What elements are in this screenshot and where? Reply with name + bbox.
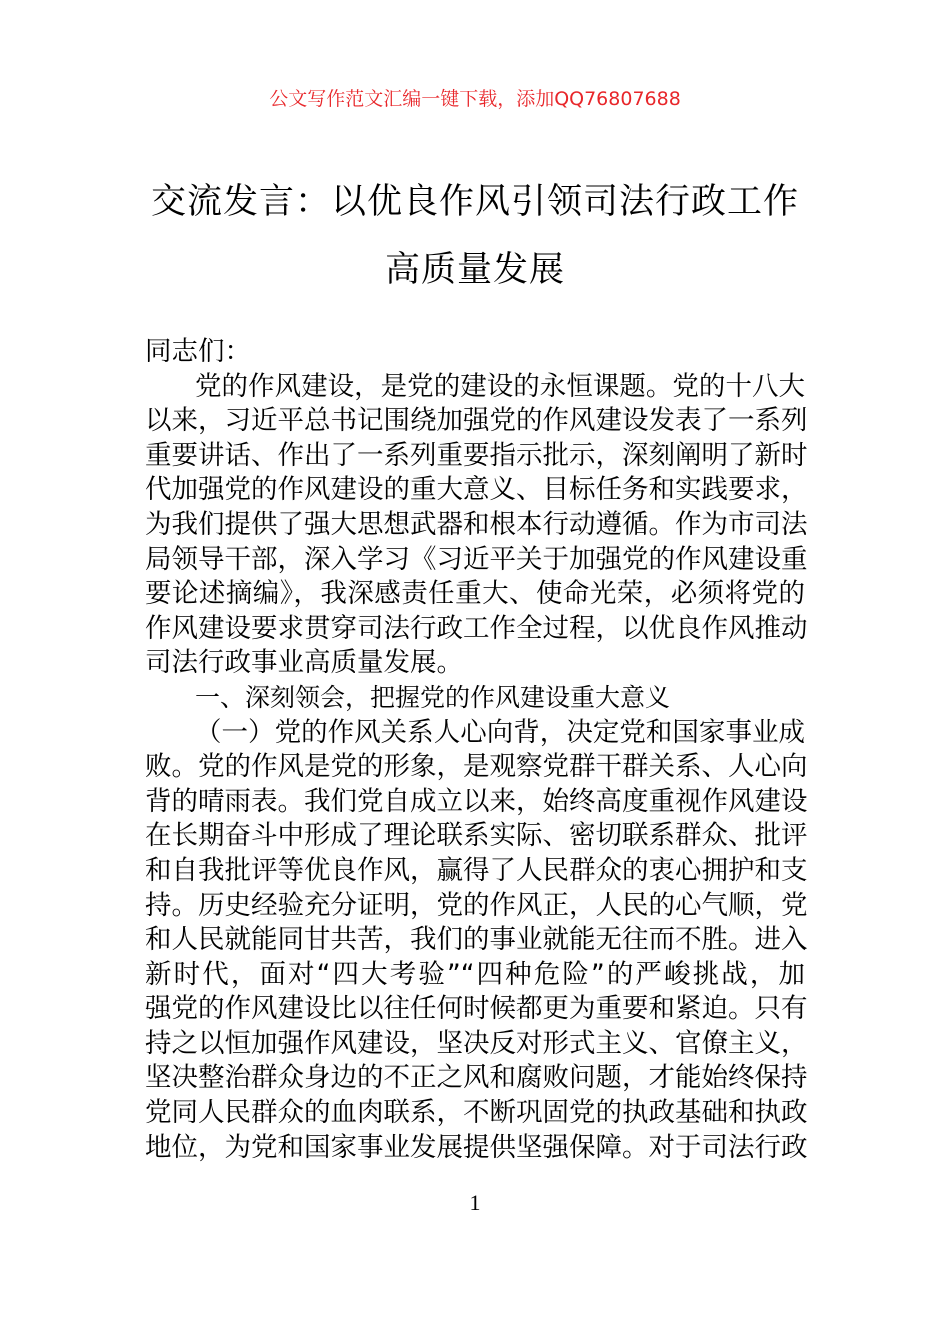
text-line: 新时代，面对“四大考验”“四种危险”的严峻挑战，加 xyxy=(145,958,805,990)
paragraph xyxy=(145,370,808,681)
text-line: （一）党的作风关系人心向背，决定党和国家事业成 xyxy=(195,716,805,748)
text-line: 在长期奋斗中形成了理论联系实际、密切联系群众、批评 xyxy=(145,820,808,852)
text-line: 持。历史经验充分证明，党的作风正，人民的心气顺，党 xyxy=(145,889,808,921)
document-body xyxy=(145,335,808,1165)
text-line: 局领导干部，深入学习《习近平关于加强党的作风建设重 xyxy=(145,543,808,575)
text-line: 背的晴雨表。我们党自成立以来，始终高度重视作风建设 xyxy=(145,785,808,817)
paragraphs-container xyxy=(145,370,808,1166)
text-line: 司法行政事业高质量发展。 xyxy=(145,647,463,679)
text-line: 党同人民群众的血肉联系，不断巩固党的执政基础和执政 xyxy=(145,1097,808,1129)
text-line: 以来，习近平总书记围绕加强党的作风建设发表了一系列 xyxy=(145,405,808,437)
text-line: 一、深刻领会，把握党的作风建设重大意义 xyxy=(195,682,671,712)
text-line: 党的作风建设，是党的建设的永恒课题。党的十八大 xyxy=(195,370,805,402)
document-title-line1: 交流发言：以优良作风引领司法行政工作 xyxy=(150,182,799,222)
text-line: 坚决整治群众身边的不正之风和腐败问题，才能始终保持 xyxy=(145,1062,808,1094)
text-line: 持之以恒加强作风建设，坚决反对形式主义、官僚主义， xyxy=(145,1027,808,1059)
text-line: 重要讲话、作出了一系列重要指示批示，深刻阐明了新时 xyxy=(145,439,808,471)
text-line: 作风建设要求贯穿司法行政工作全过程，以优良作风推动 xyxy=(145,612,808,644)
text-line: 强党的作风建设比以往任何时候都更为重要和紧迫。只有 xyxy=(145,993,808,1025)
salutation: 同志们： xyxy=(145,336,251,367)
text-line: 要论述摘编》，我深感责任重大、使命光荣，必须将党的 xyxy=(145,578,805,610)
watermark-header: 公文写作范文汇编一键下载，添加QQ76807688 xyxy=(269,88,681,110)
text-line: 败。党的作风是党的形象，是观察党群干群关系、人心向 xyxy=(145,751,808,783)
document-title-line2: 高质量发展 xyxy=(384,250,565,290)
text-line: 和人民就能同甘共苦，我们的事业就能无往而不胜。进入 xyxy=(145,924,808,956)
text-line: 和自我批评等优良作风，赢得了人民群众的衷心拥护和支 xyxy=(145,854,808,886)
text-line: 为我们提供了强大思想武器和根本行动遵循。作为市司法 xyxy=(145,508,808,540)
page-number: 1 xyxy=(469,1190,481,1215)
section-heading xyxy=(145,681,805,716)
paragraph xyxy=(145,716,808,1166)
text-line: 地位，为党和国家事业发展提供坚强保障。对于司法行政 xyxy=(145,1131,808,1163)
text-line: 代加强党的作风建设的重大意义、目标任务和实践要求， xyxy=(145,474,808,506)
